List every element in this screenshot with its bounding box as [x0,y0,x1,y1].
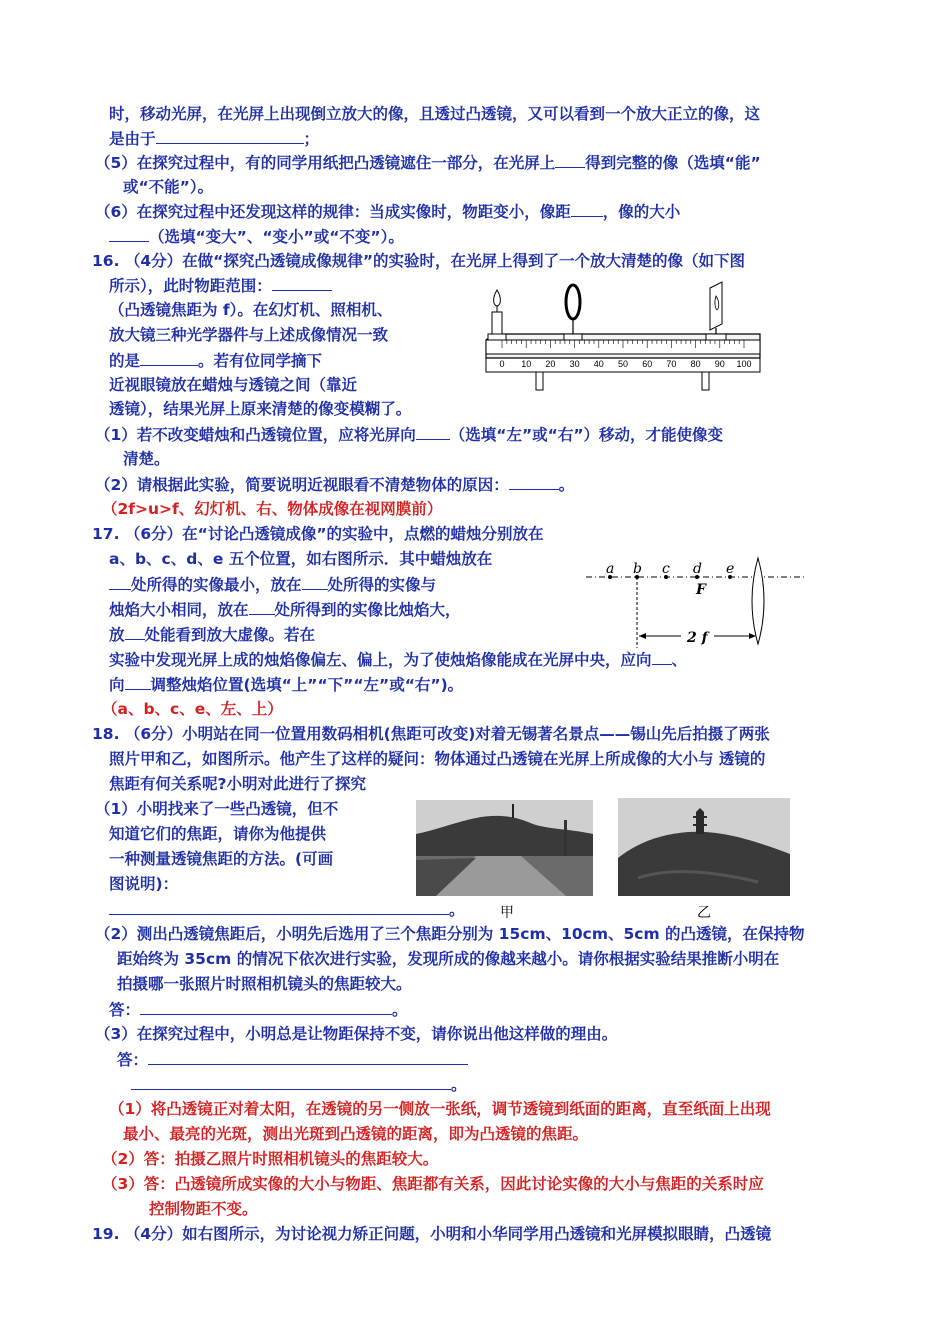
position-label-b: b [633,561,642,577]
text-line: 或“不能”）。 [123,178,214,196]
position-label-c: c [662,561,670,577]
answer-18: （2）答：拍摄乙照片时照相机镜头的焦距较大。 [102,1150,439,1168]
ruler-tick-label: 40 [593,359,604,369]
focus-label: F [696,582,706,598]
text-line: （1）小明找来了一些凸透镜，但不 [95,800,339,818]
answer-18: 最小、最亮的光斑，测出光斑到凸透镜的距离，即为凸透镜的焦距。 [123,1125,589,1143]
text-line: 。 [109,898,465,921]
text-line: 实验中发现光屏上成的烛焰像偏左、偏上，为了使烛焰像能成在光屏中央，应向 、 [109,648,687,671]
photo-yi [618,798,790,896]
position-label-a: a [606,561,615,577]
lens-positions-figure [586,556,806,656]
candle-positions [606,561,734,579]
text-line: 答： [117,1048,468,1071]
blank [131,1073,451,1090]
ruler-tick-label: 90 [714,359,725,369]
text-line: 所示），此时物距范围： [109,274,332,297]
blank [272,274,332,291]
candle-flame [494,290,501,306]
ruler-tick-labels [499,359,751,369]
text-line: 一种测量透镜焦距的方法。(可画 [109,850,334,868]
blank [555,151,585,168]
position-label-d: d [693,561,702,577]
text-line: （凸透镜焦距为 f）。在幻灯机、照相机、 [109,301,393,319]
text-line: 答： 。 [109,998,408,1021]
blank [140,998,392,1015]
blank [125,673,151,690]
blank [109,898,449,915]
answer-18: 控制物距不变。 [149,1200,258,1218]
blank [571,200,603,217]
text-line: 透镜），结果光屏上原来清楚的像变模糊了。 [109,400,412,418]
ruler-tick-label: 20 [545,359,556,369]
question-19: 19. （4分）如右图所示，为讨论视力矫正问题，小明和小华同学用凸透镜和光屏模拟眼睛，凸透镜 [92,1225,772,1243]
text-line: 烛焰大小相同，放在 处所得到的实像比烛焰大， [109,598,461,621]
text-line: 的是 。若有位同学摘下 [109,349,322,372]
text-line: 照片甲和乙，如图所示。他产生了这样的疑问：物体通过凸透镜在光屏上所成像的大小与 透镜的 [109,750,766,768]
ruler-tick-label: 80 [690,359,701,369]
text-line: 图说明)： [109,875,179,893]
text-line: 。 [131,1073,467,1096]
answer-16: （2f>u>f、幻灯机、右、物体成像在视网膜前） [102,500,443,518]
photo-jia [416,800,593,896]
text-line: （6）在探究过程中还发现这样的规律：当成实像时，物距变小，像距 ，像的大小 [95,200,680,223]
blank [416,423,450,440]
bench-leg [702,372,709,390]
text-line: 距始终为 35cm 的情况下依次进行实验，发现所成的像越来越小。请你根据实验结果推断小明在 [117,950,780,968]
ruler-tick-label: 100 [736,359,752,369]
question-17: 17. （6分）在“讨论凸透镜成像”的实验中，点燃的蜡烛分别放在 [92,525,544,543]
answer-18: （1）将凸透镜正对着太阳，在透镜的另一侧放一张纸，调节透镜到纸面的距离，直至纸面上出现 [109,1100,771,1118]
text-line: （选填“变大”、“变小”或“不变”）。 [109,225,404,248]
text-line: 向 调整烛焰位置(选填“上”“下”“左”或“右”)。 [109,673,463,696]
question-16: 16. （4分）在做“探究凸透镜成像规律”的实验时，在光屏上得到了一个放大清楚的像（如下图 [92,252,746,270]
convex-lens [752,558,764,644]
ruler-tick-label: 0 [499,359,505,369]
blank [140,349,198,366]
bench-leg [536,372,543,390]
blank [156,127,304,144]
text-line: 时，移动光屏，在光屏上出现倒立放大的像，且透过凸透镜，又可以看到一个放大正立的像，这 [109,105,761,123]
photo-caption: 甲 [500,905,514,921]
blank [109,573,131,590]
text-line: （3）在探究过程中，小明总是让物距保持不变，请你说出他这样做的理由。 [95,1025,618,1043]
ruler-tick-label: 60 [642,359,653,369]
answer-18: （3）答：凸透镜所成实像的大小与物距、焦距都有关系，因此讨论实像的大小与焦距的关系时应 [102,1175,764,1193]
answer-17: （a、b、c、e、左、上） [102,700,283,718]
text-line: （2）请根据此实验，简要说明近视眼看不清楚物体的原因： 。 [95,473,574,496]
two-f-label: 2 f [687,630,708,646]
text-line: 放大镜三种光学器件与上述成像情况一致 [109,326,389,344]
ruler-tick-label: 70 [666,359,677,369]
text-line: 处所得的实像最小，放在 处所得的实像与 [109,573,436,596]
optical-bench-figure [478,278,768,392]
text-line: 清楚。 [123,450,170,468]
blank [509,473,559,490]
blank [148,1048,468,1065]
text-line: 是由于 ； [109,127,319,150]
question-18: 18. （6分）小明站在同一位置用数码相机(焦距可改变)对着无锡著名景点——锡山先后拍摄了两张 [92,725,770,743]
ruler-tick-label: 30 [569,359,580,369]
text-line: 放 处能看到放大虚像。若在 [109,623,315,646]
text-line: 知道它们的焦距，请你为他提供 [109,825,327,843]
text-line: a、b、c、d、e 五个位置，如右图所示．其中蜡烛放在 [109,550,493,568]
convex-lens [566,285,580,319]
text-line: （5）在探究过程中，有的同学用纸把凸透镜遮住一部分，在光屏上 得到完整的像（选填“能” [95,151,761,174]
text-line: 拍摄哪一张照片时照相机镜头的焦距较大。 [117,975,412,993]
text-line: （1）若不改变蜡烛和凸透镜位置，应将光屏向 （选填“左”或“右”）移动，才能使像变 [95,423,723,446]
blank [109,225,149,242]
blank [249,598,275,615]
position-label-e: e [726,561,735,577]
text-line: 近视眼镜放在蜡烛与透镜之间（靠近 [109,376,358,394]
blank [125,623,145,640]
photo-caption: 乙 [697,905,711,921]
ruler-tick-label: 10 [521,359,532,369]
ruler-tick-label: 50 [617,359,629,369]
text-line: 焦距有何关系呢?小明对此进行了探究 [109,775,366,793]
text-line: （2）测出凸透镜焦距后，小明先后选用了三个焦距分别为 15cm、10cm、5cm 的凸透镜，在保持物 [95,925,805,943]
blank [302,573,328,590]
